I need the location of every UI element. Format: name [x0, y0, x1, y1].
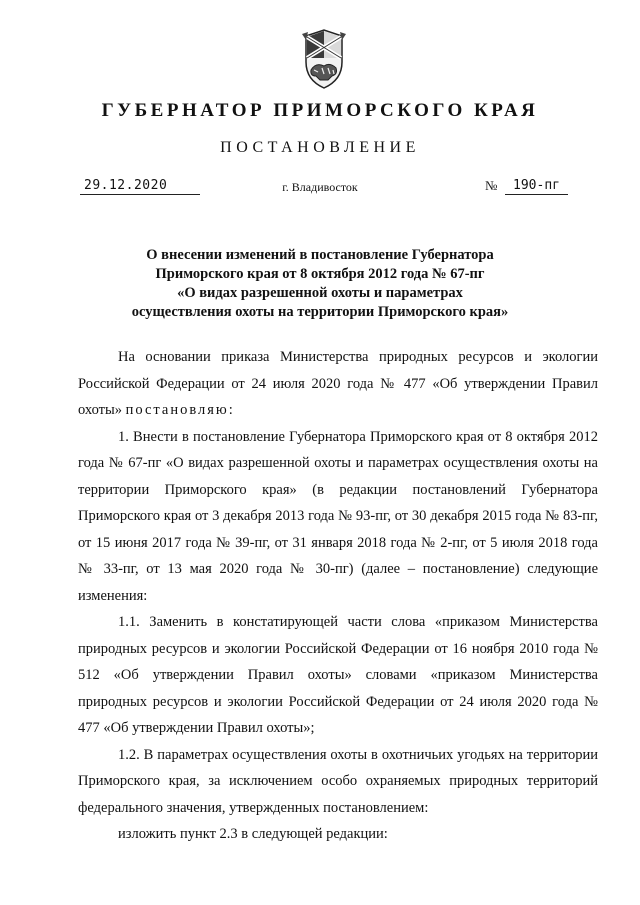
resolve-word: постановляю:: [125, 402, 235, 418]
coat-of-arms-icon: [298, 28, 350, 90]
body-paragraph-item-2-3: изложить пункт 2.3 в следующей редакции:: [118, 826, 388, 842]
governor-title: ГУБЕРНАТОР ПРИМОРСКОГО КРАЯ: [101, 100, 539, 121]
document-subject: [90, 246, 550, 322]
subject-line: осуществления охоты на территории Приморского края»: [131, 304, 509, 320]
subject-line: «О видах разрешенной охоты и параметрах: [177, 285, 463, 301]
body-paragraph-1: 1. Внести в постановление Губернатора Приморского края от 8 октября 2012 года № 67-пг «О видах разрешенной охоты и параметрах осуществления охоты на территории Приморского края» (в редакции постановлений Губернатора Приморского края от 3 декабря 2013 года № 93-пг, от 30 декабря 2015 года № 83-пг, от 15 июня 2017 года № 39-пг, от 31 января 2018 года № 2-пг, от 5 июля 2018 года № 33-пг, от 13 мая 2020 года № 30-пг) (далее – постановление) следующие изменения:: [78, 428, 598, 604]
document-city: г. Владивосток: [282, 180, 358, 194]
document-meta-row: [0, 178, 640, 202]
basis-text: На основании приказа Министерства природных ресурсов и экологии Российской Федерации от 24 июля 2020 года № 477 «Об утверждении Правил охоты»: [78, 349, 598, 418]
body-paragraph-1-2: 1.2. В параметрах осуществления охоты в охотничьих угодьях на территории Приморского края, за исключением особо охраняемых природных территорий федерального значения, утвержденных постановлением:: [78, 746, 598, 816]
body-paragraph-basis: [78, 344, 598, 424]
body-paragraph-1-1: 1.1. Заменить в констатирующей части слова «приказом Министерства природных ресурсов и экологии Российской Федерации от 16 ноября 2010 года № 512 «Об утверждении Правил охоты» словами «приказом Министерства природных ресурсов и экологии Российской Федерации от 24 июля 2020 года № 477 «Об утверждении Правил охоты»;: [78, 614, 598, 736]
subject-line: Приморского края от 8 октября 2012 года № 67-пг: [155, 266, 485, 282]
number-sign: №: [485, 178, 498, 193]
subject-line: О внесении изменений в постановление Губернатора: [146, 247, 494, 263]
document-number: 190-пг: [505, 178, 568, 195]
document-body: [78, 344, 598, 848]
document-date: 29.12.2020: [80, 178, 200, 195]
document-type: ПОСТАНОВЛЕНИЕ: [220, 139, 420, 156]
